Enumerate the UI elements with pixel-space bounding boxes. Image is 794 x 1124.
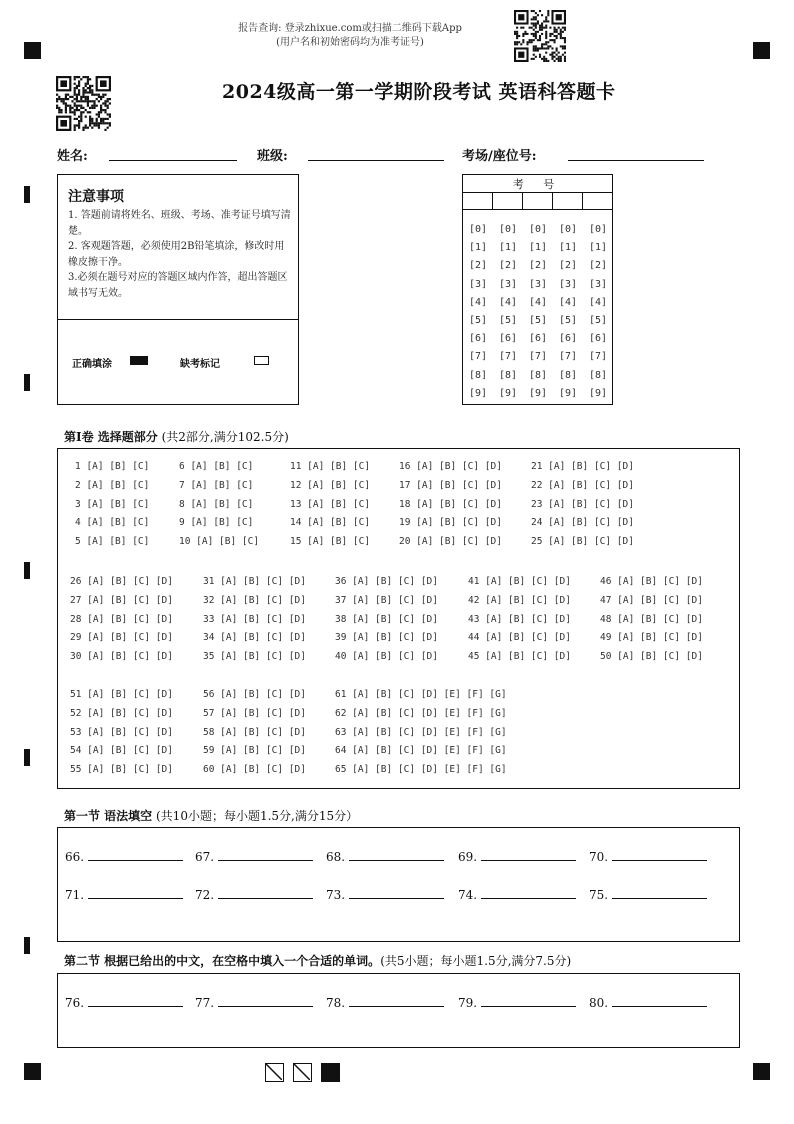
choice-question-row[interactable]: 47 [A] [B] [C] [D] — [600, 594, 703, 606]
choice-question-row[interactable]: 65 [A] [B] [C] [D] [E] [F] [G] — [335, 764, 507, 776]
digit-bubble[interactable]: [8] — [558, 369, 578, 381]
room-seat-field[interactable] — [568, 160, 704, 161]
notice-item: 3.必须在题号对应的答题区域内作答，超出答题区域书写无效。 — [68, 272, 288, 299]
choice-question-row[interactable]: 44 [A] [B] [C] [D] — [468, 632, 571, 644]
exam-digit-column — [498, 221, 518, 403]
timing-mark — [24, 749, 30, 766]
choice-question-row[interactable]: 56 [A] [B] [C] [D] — [203, 689, 306, 700]
fill-blank[interactable] — [195, 888, 313, 902]
digit-bubble[interactable]: [9] — [558, 387, 578, 399]
question-column — [335, 686, 507, 780]
exam-digit-column — [558, 221, 578, 403]
blank-number: 73. — [326, 888, 346, 902]
digit-bubble[interactable]: [4] — [468, 296, 488, 308]
choice-question-row[interactable]: 40 [A] [B] [C] [D] — [335, 651, 438, 663]
section2-title-note: (共5小题；每小题1.5分,满分7.5分) — [380, 954, 572, 968]
divider — [463, 192, 612, 193]
choice-question-row[interactable]: 22 [A] [B] [C] [D] — [531, 479, 634, 491]
digit-bubble[interactable]: [2] — [528, 260, 548, 272]
fill-blank[interactable] — [65, 850, 183, 864]
exam-digit-column — [588, 221, 608, 403]
sheet-qr-code — [56, 76, 111, 131]
digit-bubble[interactable]: [1] — [498, 242, 518, 254]
timing-mark — [24, 374, 30, 391]
legend-correct-label: 正确填涂 — [72, 359, 112, 370]
digit-bubble[interactable]: [6] — [528, 333, 548, 345]
blank-number: 66. — [65, 850, 85, 864]
choice-question-row[interactable]: 36 [A] [B] [C] [D] — [335, 576, 438, 587]
fill-blank[interactable] — [195, 850, 313, 864]
filled-bubble-example — [130, 356, 148, 365]
choice-question-row[interactable]: 24 [A] [B] [C] [D] — [531, 517, 634, 529]
choice-question-row[interactable]: 12 [A] [B] [C] — [290, 479, 371, 491]
digit-bubble[interactable]: [7] — [498, 351, 518, 363]
fill-blank[interactable] — [326, 888, 444, 902]
divider — [522, 192, 523, 209]
digit-bubble[interactable]: [1] — [468, 242, 488, 254]
digit-bubble[interactable]: [2] — [498, 260, 518, 272]
choice-question-row[interactable]: 60 [A] [B] [C] [D] — [203, 764, 306, 776]
answer-line[interactable] — [88, 897, 183, 899]
choice-question-row[interactable]: 17 [A] [B] [C] [D] — [399, 479, 502, 491]
digit-bubble[interactable]: [2] — [558, 260, 578, 272]
choice-question-row[interactable]: 7 [A] [B] [C] — [179, 479, 254, 491]
choice-question-row[interactable]: 41 [A] [B] [C] [D] — [468, 576, 571, 587]
choice-question-row[interactable]: 31 [A] [B] [C] [D] — [203, 576, 306, 587]
choice-question-row[interactable]: 61 [A] [B] [C] [D] [E] [F] [G] — [335, 689, 507, 700]
choice-question-row[interactable]: 55 [A] [B] [C] [D] — [70, 764, 173, 776]
fill-blank[interactable] — [589, 850, 707, 864]
exam-number-title: 考 号 — [512, 178, 563, 191]
section1-title-bold: 第一节 语法填空 — [64, 809, 153, 823]
fill-blank[interactable] — [326, 850, 444, 864]
blank-number: 71. — [65, 888, 85, 902]
answer-line[interactable] — [612, 897, 707, 899]
corner-mark-top-right — [753, 42, 770, 59]
choice-question-row[interactable]: 59 [A] [B] [C] [D] — [203, 745, 306, 757]
question-column — [179, 458, 259, 552]
choice-question-row[interactable]: 21 [A] [B] [C] [D] — [531, 461, 634, 472]
digit-bubble[interactable]: [8] — [498, 369, 518, 381]
digit-bubble[interactable]: [3] — [468, 278, 488, 290]
choice-question-row[interactable]: 23 [A] [B] [C] [D] — [531, 498, 634, 510]
choice-question-row[interactable]: 28 [A] [B] [C] [D] — [70, 613, 173, 625]
choice-question-row[interactable]: 34 [A] [B] [C] [D] — [203, 632, 306, 644]
qr-pattern — [56, 76, 111, 131]
choice-question-row[interactable]: 1 [A] [B] [C] — [75, 461, 150, 472]
choice-question-row[interactable]: 43 [A] [B] [C] [D] — [468, 613, 571, 625]
divider — [463, 209, 612, 210]
digit-bubble[interactable]: [9] — [528, 387, 548, 399]
section2-title-bold: 第二节 根据已给出的中文，在空格中填入一个合适的单词。 — [64, 954, 381, 968]
choice-question-row[interactable]: 57 [A] [B] [C] [D] — [203, 707, 306, 719]
notice-item: 2. 客观题答题，必须使用2B铅笔填涂，修改时用橡皮擦干净。 — [68, 241, 285, 268]
digit-bubble[interactable]: [9] — [468, 387, 488, 399]
word-fill-area — [57, 973, 740, 1048]
choice-question-row[interactable]: 42 [A] [B] [C] [D] — [468, 594, 571, 606]
page-marker-slash-icon — [293, 1063, 312, 1082]
choice-question-row[interactable]: 35 [A] [B] [C] [D] — [203, 651, 306, 663]
divider — [492, 192, 493, 209]
question-column — [75, 458, 149, 552]
question-column — [70, 686, 173, 780]
digit-bubble[interactable]: [8] — [588, 369, 608, 381]
choice-question-row[interactable]: 39 [A] [B] [C] [D] — [335, 632, 438, 644]
choice-question-row[interactable]: 15 [A] [B] [C] — [290, 536, 371, 548]
blank-number: 80. — [589, 996, 609, 1010]
answer-line[interactable] — [612, 859, 707, 861]
digit-bubble[interactable]: [2] — [588, 260, 608, 272]
blank-number: 70. — [589, 850, 609, 864]
choice-question-row[interactable]: 32 [A] [B] [C] [D] — [203, 594, 306, 606]
section1-title-note: (共10小题；每小题1.5分,满分15分） — [152, 809, 359, 823]
digit-bubble[interactable]: [3] — [558, 278, 578, 290]
blank-number: 75. — [589, 888, 609, 902]
question-column — [531, 458, 634, 552]
divider — [552, 192, 553, 209]
exam-number-grid — [462, 174, 613, 405]
answer-line[interactable] — [349, 859, 444, 861]
question-column — [70, 573, 173, 667]
choice-question-row[interactable]: 26 [A] [B] [C] [D] — [70, 576, 173, 587]
fill-blank[interactable] — [195, 996, 313, 1010]
choice-question-row[interactable]: 19 [A] [B] [C] [D] — [399, 517, 502, 529]
digit-bubble[interactable]: [1] — [558, 242, 578, 254]
question-column — [335, 573, 438, 667]
answer-line[interactable] — [481, 859, 576, 861]
answer-line[interactable] — [349, 897, 444, 899]
choice-question-row[interactable]: 50 [A] [B] [C] [D] — [600, 651, 703, 663]
page-marker-filled-icon — [321, 1063, 340, 1082]
choice-question-row[interactable]: 27 [A] [B] [C] [D] — [70, 594, 173, 606]
choice-question-row[interactable]: 54 [A] [B] [C] [D] — [70, 745, 173, 757]
choice-question-row[interactable]: 8 [A] [B] [C] — [179, 498, 254, 510]
choice-question-row[interactable]: 16 [A] [B] [C] [D] — [399, 461, 502, 472]
choice-question-row[interactable]: 63 [A] [B] [C] [D] [E] [F] [G] — [335, 726, 507, 738]
digit-bubble[interactable]: [2] — [468, 260, 488, 272]
choice-question-row[interactable]: 5 [A] [B] [C] — [75, 536, 150, 548]
report-query-notice — [0, 22, 700, 50]
name-field[interactable] — [109, 160, 237, 161]
digit-bubble[interactable]: [9] — [588, 387, 608, 399]
timing-mark — [24, 562, 30, 579]
divider — [58, 319, 298, 320]
choice-question-row[interactable]: 14 [A] [B] [C] — [290, 517, 371, 529]
digit-bubble[interactable]: [3] — [588, 278, 608, 290]
class-field[interactable] — [308, 160, 444, 161]
digit-bubble[interactable]: [1] — [588, 242, 608, 254]
notice-box — [57, 174, 299, 405]
fill-blank[interactable] — [458, 996, 576, 1010]
legend-absent-label: 缺考标记 — [180, 359, 220, 370]
app-qr-code[interactable] — [514, 10, 566, 62]
choice-question-row[interactable]: 62 [A] [B] [C] [D] [E] [F] [G] — [335, 707, 507, 719]
fill-blank[interactable] — [589, 996, 707, 1010]
report-query-line: 报告查询: 登录zhixue.com或扫描二维码下载App — [238, 23, 462, 34]
choice-question-row[interactable]: 3 [A] [B] [C] — [75, 498, 150, 510]
digit-bubble[interactable]: [5] — [588, 315, 608, 327]
digit-bubble[interactable]: [0] — [558, 224, 578, 235]
notice-item: 1. 答题前请将姓名、班级、考场、准考证号填写清楚。 — [68, 210, 291, 237]
blank-number: 74. — [458, 888, 478, 902]
name-label: 姓名: — [57, 149, 88, 164]
choice-question-row[interactable]: 9 [A] [B] [C] — [179, 517, 254, 529]
choice-question-row[interactable]: 45 [A] [B] [C] [D] — [468, 651, 571, 663]
choice-question-row[interactable]: 52 [A] [B] [C] [D] — [70, 707, 173, 719]
choice-question-row[interactable]: 51 [A] [B] [C] [D] — [70, 689, 173, 700]
answer-line[interactable] — [218, 1005, 313, 1007]
choice-question-row[interactable]: 58 [A] [B] [C] [D] — [203, 726, 306, 738]
fill-blank[interactable] — [589, 888, 707, 902]
digit-bubble[interactable]: [7] — [588, 351, 608, 363]
digit-bubble[interactable]: [4] — [588, 296, 608, 308]
answer-line[interactable] — [612, 1005, 707, 1007]
digit-bubble[interactable]: [5] — [468, 315, 488, 327]
corner-mark-bottom-left — [24, 1063, 41, 1080]
choice-question-row[interactable]: 49 [A] [B] [C] [D] — [600, 632, 703, 644]
digit-bubble[interactable]: [6] — [588, 333, 608, 345]
choice-question-row[interactable]: 6 [A] [B] [C] — [179, 461, 254, 472]
answer-line[interactable] — [88, 859, 183, 861]
choice-question-row[interactable]: 29 [A] [B] [C] [D] — [70, 632, 173, 644]
fill-blank[interactable] — [458, 888, 576, 902]
choice-question-row[interactable]: 33 [A] [B] [C] [D] — [203, 613, 306, 625]
fill-blank[interactable] — [65, 888, 183, 902]
digit-bubble[interactable]: [7] — [558, 351, 578, 363]
answer-line[interactable] — [218, 897, 313, 899]
blank-number: 68. — [326, 850, 346, 864]
section1-title — [64, 807, 358, 824]
question-column — [203, 686, 306, 780]
grammar-fill-area — [57, 827, 740, 942]
part1-title-bold: 第I卷 选择题部分 — [64, 430, 158, 444]
timing-mark — [24, 186, 30, 203]
notice-body — [68, 208, 293, 301]
question-column — [600, 573, 703, 667]
digit-bubble[interactable]: [6] — [558, 333, 578, 345]
digit-bubble[interactable]: [6] — [468, 333, 488, 345]
exam-digit-column — [528, 221, 548, 403]
choice-question-row[interactable]: 30 [A] [B] [C] [D] — [70, 651, 173, 663]
choice-question-row[interactable]: 13 [A] [B] [C] — [290, 498, 371, 510]
blank-number: 76. — [65, 996, 85, 1010]
section2-title — [64, 952, 571, 969]
choice-question-row[interactable]: 46 [A] [B] [C] [D] — [600, 576, 703, 587]
digit-bubble[interactable]: [0] — [468, 224, 488, 235]
digit-bubble[interactable]: [5] — [498, 315, 518, 327]
qr-pattern — [514, 10, 566, 62]
digit-bubble[interactable]: [6] — [498, 333, 518, 345]
answer-line[interactable] — [481, 1005, 576, 1007]
answer-line[interactable] — [218, 859, 313, 861]
page-marker-slash-icon — [265, 1063, 284, 1082]
blank-number: 67. — [195, 850, 215, 864]
blank-number: 77. — [195, 996, 215, 1010]
digit-bubble[interactable]: [9] — [498, 387, 518, 399]
digit-bubble[interactable]: [1] — [528, 242, 548, 254]
divider — [582, 192, 583, 209]
fill-blank[interactable] — [326, 996, 444, 1010]
digit-bubble[interactable]: [5] — [558, 315, 578, 327]
multiple-choice-area — [57, 448, 740, 789]
question-column — [203, 573, 306, 667]
choice-question-row[interactable]: 53 [A] [B] [C] [D] — [70, 726, 173, 738]
digit-bubble[interactable]: [8] — [528, 369, 548, 381]
choice-question-row[interactable]: 10 [A] [B] [C] — [179, 536, 260, 548]
answer-line[interactable] — [481, 897, 576, 899]
answer-line[interactable] — [88, 1005, 183, 1007]
choice-question-row[interactable]: 11 [A] [B] [C] — [290, 461, 371, 472]
blank-number: 72. — [195, 888, 215, 902]
absent-mark-box[interactable] — [254, 356, 269, 365]
blank-number: 79. — [458, 996, 478, 1010]
digit-bubble[interactable]: [0] — [588, 224, 608, 235]
choice-question-row[interactable]: 18 [A] [B] [C] [D] — [399, 498, 502, 510]
choice-question-row[interactable]: 38 [A] [B] [C] [D] — [335, 613, 438, 625]
digit-bubble[interactable]: [4] — [498, 296, 518, 308]
choice-question-row[interactable]: 48 [A] [B] [C] [D] — [600, 613, 703, 625]
choice-question-row[interactable]: 64 [A] [B] [C] [D] [E] [F] [G] — [335, 745, 507, 757]
digit-bubble[interactable]: [5] — [528, 315, 548, 327]
digit-bubble[interactable]: [7] — [468, 351, 488, 363]
digit-bubble[interactable]: [7] — [528, 351, 548, 363]
choice-question-row[interactable]: 2 [A] [B] [C] — [75, 479, 150, 491]
digit-bubble[interactable]: [0] — [528, 224, 548, 235]
blank-number: 78. — [326, 996, 346, 1010]
choice-question-row[interactable]: 20 [A] [B] [C] [D] — [399, 536, 502, 548]
question-column — [399, 458, 502, 552]
question-column — [468, 573, 571, 667]
room-seat-label: 考场/座位号: — [462, 149, 537, 164]
digit-bubble[interactable]: [3] — [498, 278, 518, 290]
part1-title-note: (共2部分,满分102.5分) — [157, 430, 289, 444]
exam-digit-column — [468, 221, 488, 403]
digit-bubble[interactable]: [8] — [468, 369, 488, 381]
choice-question-row[interactable]: 4 [A] [B] [C] — [75, 517, 150, 529]
class-label: 班级: — [257, 149, 288, 164]
fill-blank[interactable] — [458, 850, 576, 864]
digit-bubble[interactable]: [4] — [528, 296, 548, 308]
digit-bubble[interactable]: [3] — [528, 278, 548, 290]
part1-title — [64, 428, 289, 445]
notice-title: 注意事项 — [68, 189, 124, 205]
fill-blank[interactable] — [65, 996, 183, 1010]
digit-bubble[interactable]: [4] — [558, 296, 578, 308]
question-column — [290, 458, 370, 552]
choice-question-row[interactable]: 25 [A] [B] [C] [D] — [531, 536, 634, 548]
blank-number: 69. — [458, 850, 478, 864]
choice-question-row[interactable]: 37 [A] [B] [C] [D] — [335, 594, 438, 606]
timing-mark — [24, 937, 30, 954]
page-title: 2024级高一第一学期阶段考试 英语科答题卡 — [222, 81, 616, 103]
answer-line[interactable] — [349, 1005, 444, 1007]
digit-bubble[interactable]: [0] — [498, 224, 518, 235]
corner-mark-bottom-right — [753, 1063, 770, 1080]
credential-hint-line: (用户名和初始密码均为准考证号) — [276, 37, 424, 48]
